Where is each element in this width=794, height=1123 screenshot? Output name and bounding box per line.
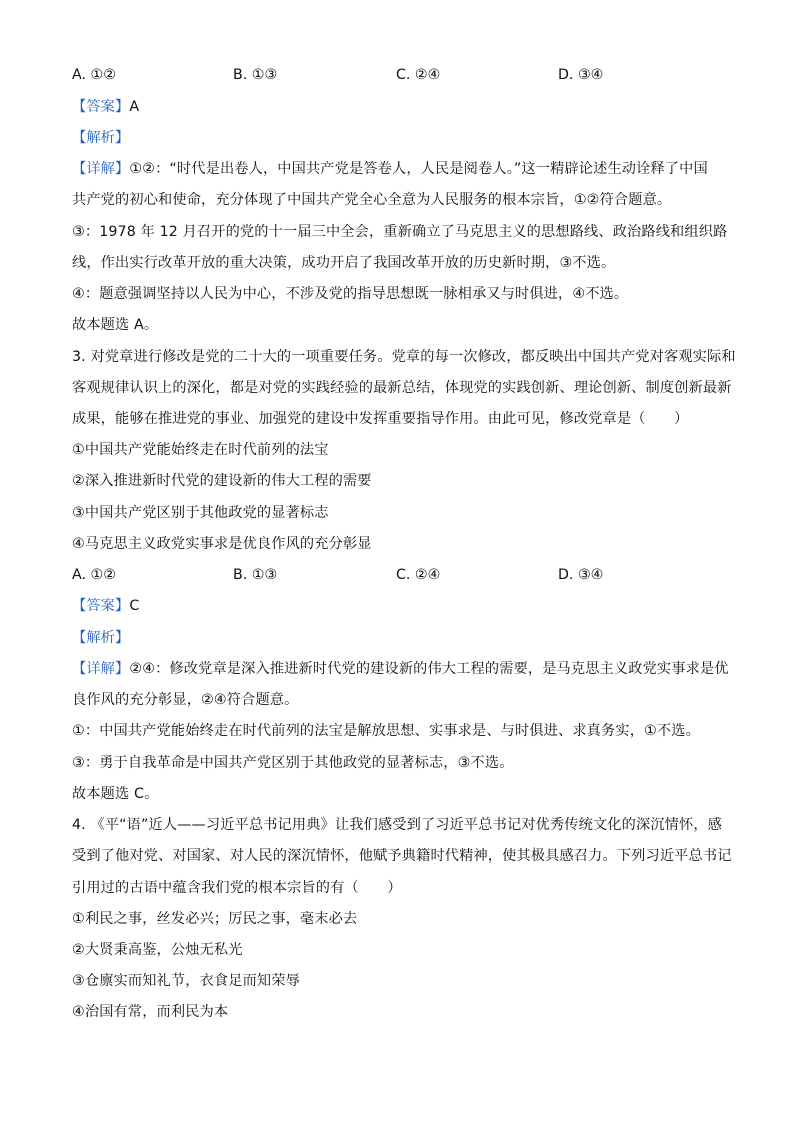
q2-analysis-label: 【解析】	[72, 130, 130, 146]
q2-conclusion: 故本题选 A。	[72, 317, 159, 333]
q3-stem-line-1: 3. 对党章进行修改是党的二十大的一项重要任务。党章的每一次修改，都反映出中国共产党对客观实际和	[72, 349, 736, 365]
q3-detail-line-2: 良作风的充分彰显，②④符合题意。	[72, 692, 299, 708]
q3-detail-line-3: ①：中国共产党能始终走在时代前列的法宝是解放思想、实事求是、与时俱进、求真务实，①不选。	[72, 723, 700, 739]
q2-detail-label: 【详解】	[72, 161, 130, 177]
q2-detail-line-4: 线，作出实行改革开放的重大决策，成功开启了我国改革开放的历史新时期，③不选。	[72, 255, 616, 271]
q2-detail-line-2: 共产党的初心和使命，充分体现了中国共产党全心全意为人民服务的根本宗旨，①②符合题意。	[72, 192, 672, 208]
q4-item-4: ④治国有常，而利民为本	[72, 1004, 229, 1020]
q2-detail-text-1: ①②：“时代是出卷人，中国共产党是答卷人，人民是阅卷人。”这一精辟论述生动诠释了中国	[129, 161, 708, 177]
q2-option-a: A. ①②	[72, 67, 116, 83]
q4-stem-line-1: 4. 《平“语”近人——习近平总书记用典》让我们感受到了习近平总书记对优秀传统文化的深沉情怀，感	[72, 817, 723, 833]
q3-option-a: A. ①②	[72, 567, 116, 583]
q4-stem-line-2: 受到了他对党、对国家、对人民的深沉情怀，他赋予典籍时代精神，使其极具感召力。下列习近平总书记	[72, 848, 732, 864]
q3-detail-line-1	[72, 659, 732, 679]
q2-options	[72, 65, 732, 85]
q3-detail-label: 【详解】	[72, 661, 130, 677]
q3-stem-line-2: 客观规律认识上的深化，都是对党的实践经验的最新总结，体现党的实践创新、理论创新、制度创新最新	[72, 380, 732, 396]
q3-stem-line-3: 成果，能够在推进党的事业、加强党的建设中发挥重要指导作用。由此可见，修改党章是（ ）	[72, 411, 689, 427]
q2-answer-label: 【答案】	[72, 99, 130, 115]
q3-answer-label: 【答案】	[72, 598, 130, 614]
q2-option-d: D. ③④	[558, 67, 604, 83]
q2-detail-line-3: ③：1978 年 12 月召开的党的十一届三中全会，重新确立了马克思主义的思想路线、政治路线和组织路	[72, 224, 728, 240]
q3-detail-text-1: ②④：修改党章是深入推进新时代党的建设新的伟大工程的需要，是马克思主义政党实事求是优	[129, 661, 729, 677]
q3-option-c: C. ②④	[396, 567, 441, 583]
q2-answer-value: A	[129, 99, 140, 115]
q3-conclusion: 故本题选 C。	[72, 786, 159, 802]
q3-option-b: B. ①③	[233, 567, 278, 583]
q3-option-d: D. ③④	[558, 567, 604, 583]
q2-option-c: C. ②④	[396, 67, 441, 83]
q2-detail-line-5: ④：题意强调坚持以人民为中心，不涉及党的指导思想既一脉相承又与时俱进，④不选。	[72, 286, 629, 302]
q3-item-3: ③中国共产党区别于其他政党的显著标志	[72, 505, 329, 521]
q4-item-3: ③仓廪实而知礼节，衣食足而知荣辱	[72, 973, 300, 989]
q3-item-4: ④马克思主义政党实事求是优良作风的充分彰显	[72, 536, 372, 552]
q3-answer-value: C	[129, 598, 140, 614]
q4-item-2: ②大贤秉高鉴，公烛无私光	[72, 942, 243, 958]
q3-item-1: ①中国共产党能始终走在时代前列的法宝	[72, 442, 329, 458]
q4-stem-line-3: 引用过的古语中蕴含我们党的根本宗旨的有（ ）	[72, 880, 402, 896]
q3-options	[72, 565, 732, 585]
q2-detail-line-1	[72, 159, 732, 179]
q3-answer	[72, 596, 732, 616]
q4-item-1: ①利民之事，丝发必兴；厉民之事，毫末必去	[72, 911, 358, 927]
q3-item-2: ②深入推进新时代党的建设新的伟大工程的需要	[72, 473, 372, 489]
q3-detail-line-4: ③：勇于自我革命是中国共产党区别于其他政党的显著标志，③不选。	[72, 755, 514, 771]
q2-answer	[72, 97, 732, 117]
q3-analysis-label: 【解析】	[72, 630, 130, 646]
q2-option-b: B. ①③	[233, 67, 278, 83]
